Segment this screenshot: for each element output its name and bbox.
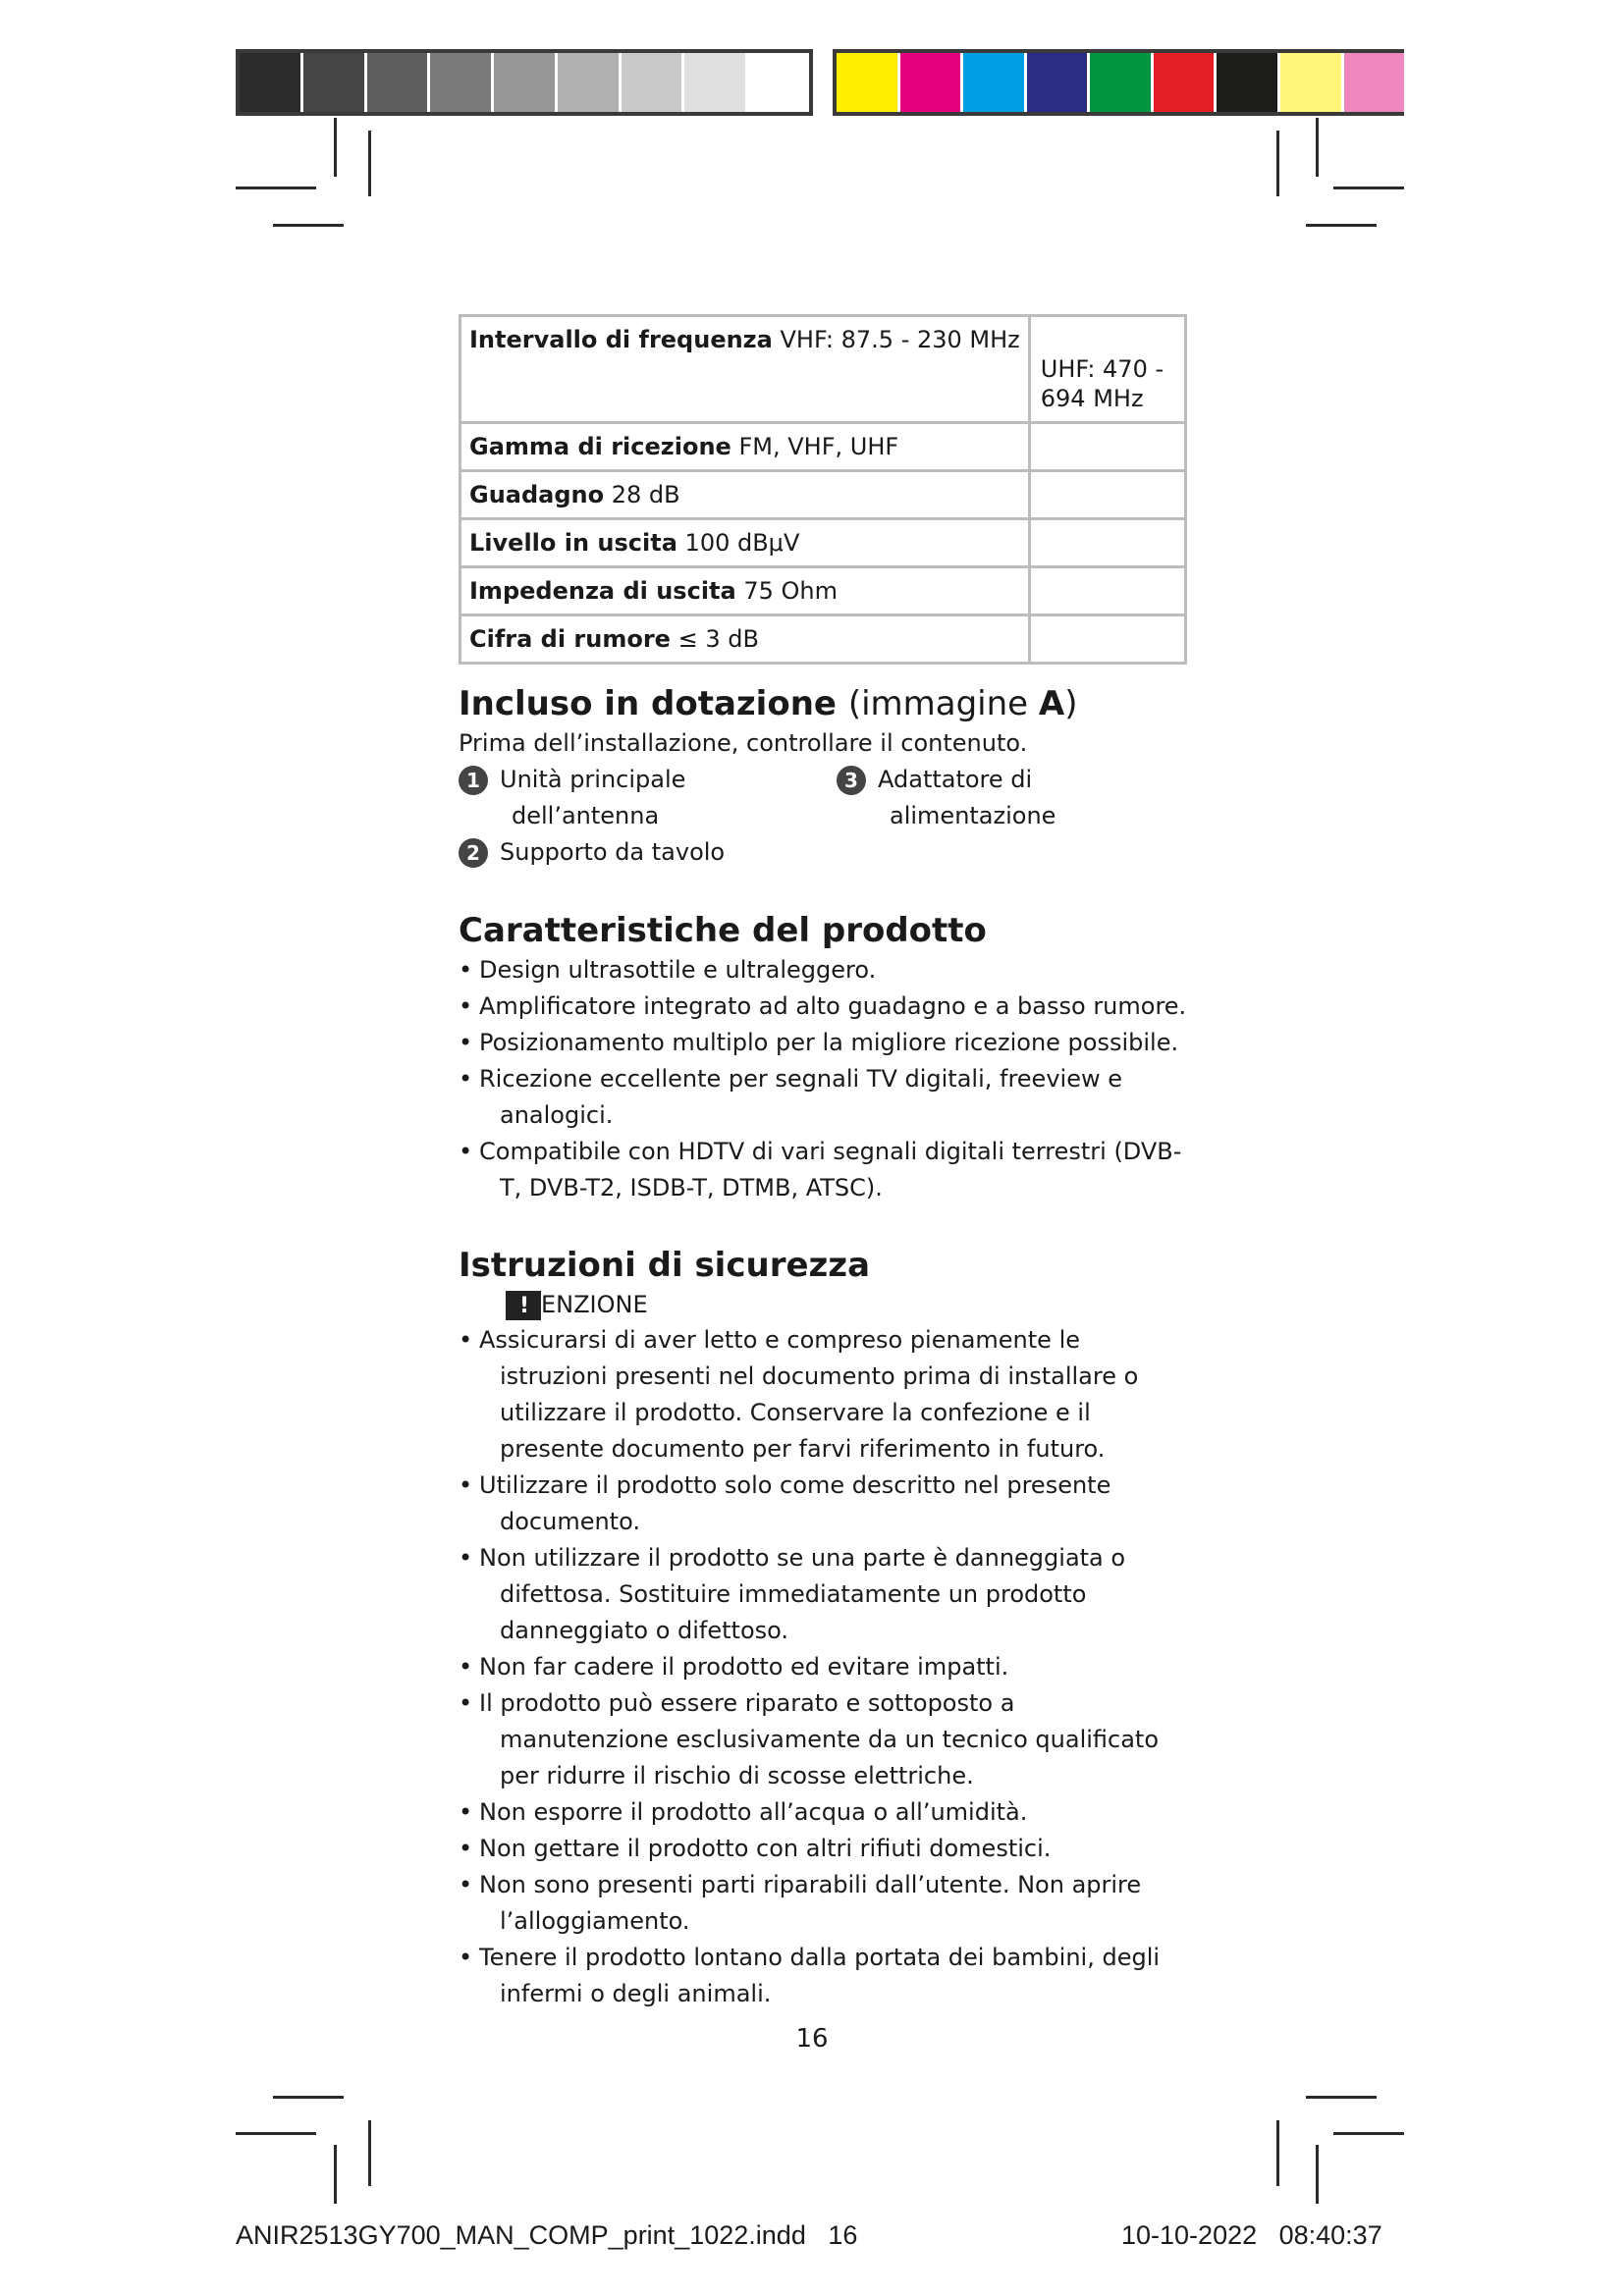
color-swatch bbox=[240, 53, 303, 112]
spec-cell bbox=[460, 567, 1030, 615]
spec-value: 28 dB bbox=[611, 481, 680, 508]
spec-label: Intervallo di frequenza bbox=[469, 326, 773, 353]
color-swatch bbox=[963, 53, 1027, 112]
crop-mark bbox=[236, 2132, 316, 2135]
spec-value-secondary: UHF: 470 - 694 MHz bbox=[1040, 355, 1164, 412]
list-item: • Non esporre il prodotto all’acqua o all’umidità. bbox=[459, 1794, 1190, 1831]
spec-cell-extra bbox=[1029, 567, 1185, 615]
list-item: • Non gettare il prodotto con altri rifiuti domestici. bbox=[459, 1831, 1190, 1867]
included-item-3: 3 Adattatore di alimentazione bbox=[837, 762, 1056, 834]
color-swatch bbox=[837, 53, 900, 112]
list-item: • Design ultrasottile e ultraleggero. bbox=[459, 952, 1190, 988]
included-items-list bbox=[459, 762, 1190, 870]
color-swatch bbox=[430, 53, 494, 112]
features-heading: Caratteristiche del prodotto bbox=[459, 911, 987, 950]
spec-cell bbox=[460, 423, 1030, 471]
color-swatch bbox=[1344, 53, 1405, 112]
table-row bbox=[460, 423, 1186, 471]
slug-datetime: 10-10-2022 08:40:37 bbox=[1121, 2220, 1382, 2250]
crop-mark bbox=[334, 118, 337, 177]
list-item: • Compatibile con HDTV di vari segnali digitali terrestri (DVB-T, DVB-T2, ISDB-T, DTMB, ATSC). bbox=[459, 1134, 1190, 1206]
spec-label: Livello in uscita bbox=[469, 529, 677, 557]
warning-label: !ENZIONE bbox=[459, 1287, 1190, 1322]
number-1-icon: 1 bbox=[459, 766, 488, 795]
included-intro: Prima dell’installazione, controllare il contenuto. bbox=[459, 729, 1028, 757]
spec-cell bbox=[460, 615, 1030, 664]
spec-value: 75 Ohm bbox=[743, 577, 839, 605]
spec-cell bbox=[460, 471, 1030, 519]
included-item-1: 1 Unità principale dell’antenna bbox=[459, 762, 685, 834]
crop-mark bbox=[1306, 224, 1377, 227]
included-heading: Incluso in dotazione (immagine A) bbox=[459, 684, 1078, 723]
table-row bbox=[460, 615, 1186, 664]
crop-mark bbox=[1316, 118, 1319, 177]
crop-mark bbox=[1333, 2132, 1404, 2135]
specifications-table bbox=[459, 314, 1187, 665]
spec-label: Cifra di rumore bbox=[469, 625, 671, 653]
list-item: • Il prodotto può essere riparato e sottoposto a manutenzione esclusivamente da un tecnico qualificato per ridurre il rischio di scosse elettriche. bbox=[459, 1685, 1190, 1794]
grayscale-color-bar bbox=[236, 49, 813, 116]
spec-cell-extra bbox=[1029, 316, 1185, 423]
crop-mark bbox=[1276, 2120, 1279, 2186]
spec-cell-extra bbox=[1029, 423, 1185, 471]
color-swatch bbox=[684, 53, 748, 112]
table-row bbox=[460, 567, 1186, 615]
spec-value: FM, VHF, UHF bbox=[738, 433, 899, 460]
color-swatch bbox=[558, 53, 622, 112]
list-item: • Tenere il prodotto lontano dalla portata dei bambini, degli infermi o degli animali. bbox=[459, 1940, 1190, 2012]
crop-mark bbox=[236, 187, 316, 189]
color-swatch bbox=[494, 53, 558, 112]
spec-label: Guadagno bbox=[469, 481, 605, 508]
included-item-2: 2 Supporto da tavolo bbox=[459, 834, 725, 871]
list-item: • Non far cadere il prodotto ed evitare impatti. bbox=[459, 1649, 1190, 1685]
spec-cell bbox=[460, 519, 1030, 567]
color-swatch bbox=[1154, 53, 1218, 112]
page-number: 16 bbox=[795, 2024, 829, 2054]
spec-label: Impedenza di uscita bbox=[469, 577, 736, 605]
spec-value: VHF: 87.5 - 230 MHz bbox=[780, 326, 1020, 353]
color-swatch bbox=[622, 53, 685, 112]
color-swatch bbox=[1280, 53, 1344, 112]
list-item: • Assicurarsi di aver letto e compreso pienamente le istruzioni presenti nel documento prima di installare o utilizzare il prodotto. Conservare la confezione e il presente documento per farvi riferimento in futuro. bbox=[459, 1322, 1190, 1468]
spec-value: 100 dBμV bbox=[684, 529, 800, 557]
color-swatch bbox=[367, 53, 431, 112]
spec-value: ≤ 3 dB bbox=[677, 625, 759, 653]
list-item: • Ricezione eccellente per segnali TV digitali, freeview e analogici. bbox=[459, 1061, 1190, 1134]
process-color-bar bbox=[833, 49, 1404, 116]
crop-mark bbox=[1316, 2145, 1319, 2204]
table-row bbox=[460, 316, 1186, 423]
color-swatch bbox=[1090, 53, 1154, 112]
crop-mark bbox=[1306, 2096, 1377, 2099]
spec-cell bbox=[460, 316, 1030, 423]
list-item: • Non sono presenti parti riparabili dall’utente. Non aprire l’alloggiamento. bbox=[459, 1867, 1190, 1940]
color-swatch bbox=[748, 53, 809, 112]
crop-mark bbox=[334, 2145, 337, 2204]
crop-mark bbox=[273, 224, 344, 227]
list-item: • Non utilizzare il prodotto se una parte è danneggiata o difettosa. Sostituire immediatamente un prodotto danneggiato o difettoso. bbox=[459, 1540, 1190, 1649]
table-row bbox=[460, 471, 1186, 519]
spec-cell-extra bbox=[1029, 615, 1185, 664]
number-3-icon: 3 bbox=[837, 766, 866, 795]
features-list bbox=[459, 952, 1190, 1206]
color-swatch bbox=[1027, 53, 1091, 112]
list-item: • Utilizzare il prodotto solo come descritto nel presente documento. bbox=[459, 1468, 1190, 1540]
spec-label: Gamma di ricezione bbox=[469, 433, 731, 460]
spec-cell-extra bbox=[1029, 519, 1185, 567]
crop-mark bbox=[368, 131, 371, 196]
color-swatch bbox=[303, 53, 367, 112]
safety-list bbox=[459, 1322, 1190, 2012]
color-swatch bbox=[900, 53, 964, 112]
number-2-icon: 2 bbox=[459, 838, 488, 868]
color-swatch bbox=[1217, 53, 1280, 112]
page-content bbox=[459, 314, 1190, 2012]
list-item: • Amplificatore integrato ad alto guadagno e a basso rumore. bbox=[459, 988, 1190, 1025]
safety-heading: Istruzioni di sicurezza bbox=[459, 1246, 871, 1285]
crop-mark bbox=[1276, 131, 1279, 196]
crop-mark bbox=[273, 2096, 344, 2099]
crop-mark bbox=[368, 2120, 371, 2186]
spec-cell-extra bbox=[1029, 471, 1185, 519]
list-item: • Posizionamento multiplo per la migliore ricezione possibile. bbox=[459, 1025, 1190, 1061]
table-row bbox=[460, 519, 1186, 567]
slug-filename: ANIR2513GY700_MAN_COMP_print_1022.indd 16 bbox=[236, 2220, 858, 2250]
crop-mark bbox=[1333, 187, 1404, 189]
warning-triangle-icon bbox=[506, 1291, 541, 1320]
